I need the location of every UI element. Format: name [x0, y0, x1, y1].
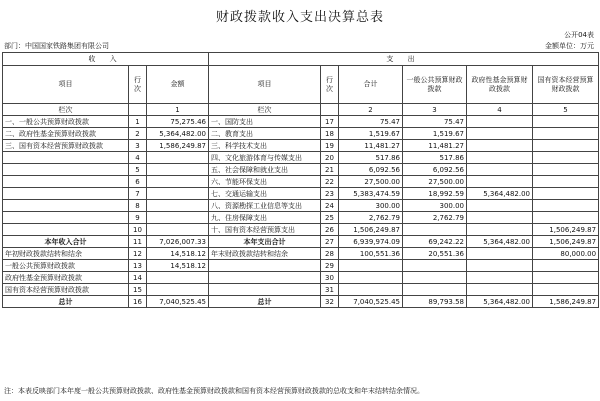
gov-fund-cell — [467, 128, 533, 140]
report-table-body — [3, 53, 599, 308]
table-row — [3, 200, 599, 212]
income-item-cell — [3, 176, 129, 188]
expense-item-cell: 本年支出合计 — [209, 236, 321, 248]
expense-item-cell — [209, 260, 321, 272]
general-budget-cell: 89,793.58 — [403, 296, 467, 308]
expense-item-cell: 总计 — [209, 296, 321, 308]
index-total: 2 — [339, 104, 403, 116]
gov-fund-cell: 5,364,482.00 — [467, 188, 533, 200]
general-budget-cell: 2,762.79 — [403, 212, 467, 224]
income-amount-cell — [147, 212, 209, 224]
header-expense-row-no: 行次 — [321, 66, 339, 104]
gov-fund-cell — [467, 284, 533, 296]
expense-row-no-cell: 32 — [321, 296, 339, 308]
income-amount-cell — [147, 188, 209, 200]
report-title: 财政拨款收入支出决算总表 — [215, 10, 384, 25]
income-item-cell — [3, 212, 129, 224]
expense-item-cell — [209, 284, 321, 296]
total-cell: 5,383,474.59 — [339, 188, 403, 200]
income-amount-cell: 7,026,007.33 — [147, 236, 209, 248]
expense-row-no-cell: 24 — [321, 200, 339, 212]
expense-item-cell: 九、住房保障支出 — [209, 212, 321, 224]
income-section-header: 收 入 — [3, 53, 209, 66]
total-cell: 27,500.00 — [339, 176, 403, 188]
gov-fund-cell — [467, 224, 533, 236]
income-amount-cell — [147, 272, 209, 284]
state-capital-cell — [533, 212, 599, 224]
income-amount-cell: 1,586,249.87 — [147, 140, 209, 152]
expense-item-cell — [209, 272, 321, 284]
index-state-capital: 5 — [533, 104, 599, 116]
table-row — [3, 212, 599, 224]
general-budget-cell: 11,481.27 — [403, 140, 467, 152]
expense-item-cell: 年末财政拨款结转和结余 — [209, 248, 321, 260]
income-row-no-cell: 16 — [129, 296, 147, 308]
total-cell — [339, 260, 403, 272]
unit-label: 金额单位：万元 — [545, 42, 594, 50]
income-amount-cell: 75,275.46 — [147, 116, 209, 128]
expense-item-cell: 七、交通运输支出 — [209, 188, 321, 200]
income-item-cell: 本年收入合计 — [3, 236, 129, 248]
income-amount-cell — [147, 176, 209, 188]
state-capital-cell — [533, 176, 599, 188]
income-amount-cell: 14,518.12 — [147, 260, 209, 272]
income-row-no-cell: 13 — [129, 260, 147, 272]
state-capital-cell: 1,586,249.87 — [533, 296, 599, 308]
expense-row-no-cell: 19 — [321, 140, 339, 152]
income-row-no-cell: 3 — [129, 140, 147, 152]
income-row-no-cell: 4 — [129, 152, 147, 164]
total-cell: 75.47 — [339, 116, 403, 128]
income-item-cell — [3, 200, 129, 212]
gov-fund-cell: 5,364,482.00 — [467, 236, 533, 248]
gov-fund-cell — [467, 200, 533, 212]
total-cell — [339, 272, 403, 284]
expense-row-no-cell: 31 — [321, 284, 339, 296]
income-row-no-cell: 2 — [129, 128, 147, 140]
expense-row-no-cell: 26 — [321, 224, 339, 236]
general-budget-cell — [403, 272, 467, 284]
income-row-no-cell: 9 — [129, 212, 147, 224]
general-budget-cell: 517.86 — [403, 152, 467, 164]
general-budget-cell: 6,092.56 — [403, 164, 467, 176]
table-row — [3, 164, 599, 176]
income-row-no-cell: 10 — [129, 224, 147, 236]
column-header-row — [3, 66, 599, 104]
index-empty-left — [129, 104, 147, 116]
section-header-row — [3, 53, 599, 66]
expense-row-no-cell: 18 — [321, 128, 339, 140]
index-label-right: 栏次 — [209, 104, 321, 116]
income-row-no-cell: 12 — [129, 248, 147, 260]
expense-section-header: 支 出 — [209, 53, 599, 66]
gov-fund-cell: 5,364,482.00 — [467, 296, 533, 308]
general-budget-cell: 20,551.36 — [403, 248, 467, 260]
total-cell: 11,481.27 — [339, 140, 403, 152]
header-expense-item: 项目 — [209, 66, 321, 104]
expense-row-no-cell: 25 — [321, 212, 339, 224]
table-row — [3, 248, 599, 260]
income-amount-cell — [147, 164, 209, 176]
general-budget-cell: 27,500.00 — [403, 176, 467, 188]
income-amount-cell — [147, 284, 209, 296]
gov-fund-cell — [467, 260, 533, 272]
income-item-cell: 国有资本经营预算财政拨款 — [3, 284, 129, 296]
income-item-cell — [3, 188, 129, 200]
gov-fund-cell — [467, 152, 533, 164]
state-capital-cell — [533, 140, 599, 152]
income-item-cell: 总计 — [3, 296, 129, 308]
state-capital-cell: 80,000.00 — [533, 248, 599, 260]
income-amount-cell — [147, 152, 209, 164]
income-row-no-cell: 8 — [129, 200, 147, 212]
expense-item-cell: 一、国防支出 — [209, 116, 321, 128]
income-row-no-cell: 1 — [129, 116, 147, 128]
income-item-cell — [3, 164, 129, 176]
income-item-cell: 一、一般公共预算财政拨款 — [3, 116, 129, 128]
table-row — [3, 272, 599, 284]
gov-fund-cell — [467, 212, 533, 224]
state-capital-cell — [533, 200, 599, 212]
total-cell: 6,939,974.09 — [339, 236, 403, 248]
index-general: 3 — [403, 104, 467, 116]
total-cell: 2,762.79 — [339, 212, 403, 224]
income-item-cell: 一般公共预算财政拨款 — [3, 260, 129, 272]
general-budget-cell — [403, 224, 467, 236]
income-row-no-cell: 7 — [129, 188, 147, 200]
table-row — [3, 116, 599, 128]
general-budget-cell — [403, 260, 467, 272]
income-amount-cell: 14,518.12 — [147, 248, 209, 260]
state-capital-cell — [533, 188, 599, 200]
expense-item-cell: 十、国有资本经营预算支出 — [209, 224, 321, 236]
state-capital-cell — [533, 284, 599, 296]
table-row — [3, 236, 599, 248]
expense-row-no-cell: 21 — [321, 164, 339, 176]
gov-fund-cell — [467, 164, 533, 176]
gov-fund-cell — [467, 176, 533, 188]
table-row — [3, 176, 599, 188]
income-amount-cell: 7,040,525.45 — [147, 296, 209, 308]
state-capital-cell — [533, 272, 599, 284]
header-gov-fund: 政府性基金预算财政拨款 — [467, 66, 533, 104]
income-amount-cell — [147, 200, 209, 212]
total-cell: 7,040,525.45 — [339, 296, 403, 308]
income-item-cell: 二、政府性基金预算财政拨款 — [3, 128, 129, 140]
expense-row-no-cell: 28 — [321, 248, 339, 260]
index-label-left: 栏次 — [3, 104, 129, 116]
gov-fund-cell — [467, 248, 533, 260]
state-capital-cell: 1,506,249.87 — [533, 224, 599, 236]
header-general-budget: 一般公共预算财政拨款 — [403, 66, 467, 104]
total-cell: 300.00 — [339, 200, 403, 212]
income-row-no-cell: 6 — [129, 176, 147, 188]
header-income-item: 项目 — [3, 66, 129, 104]
expense-row-no-cell: 17 — [321, 116, 339, 128]
income-item-cell — [3, 224, 129, 236]
general-budget-cell: 75.47 — [403, 116, 467, 128]
expense-item-cell: 六、节能环保支出 — [209, 176, 321, 188]
state-capital-cell: 1,506,249.87 — [533, 236, 599, 248]
income-amount-cell — [147, 224, 209, 236]
general-budget-cell: 300.00 — [403, 200, 467, 212]
index-empty-right — [321, 104, 339, 116]
table-row — [3, 188, 599, 200]
total-cell: 100,551.36 — [339, 248, 403, 260]
total-cell: 1,506,249.87 — [339, 224, 403, 236]
income-row-no-cell: 5 — [129, 164, 147, 176]
expense-row-no-cell: 22 — [321, 176, 339, 188]
table-row — [3, 284, 599, 296]
income-item-cell: 年初财政拨款结转和结余 — [3, 248, 129, 260]
income-item-cell: 政府性基金预算财政拨款 — [3, 272, 129, 284]
income-row-no-cell: 11 — [129, 236, 147, 248]
expense-item-cell: 四、文化旅游体育与传媒支出 — [209, 152, 321, 164]
table-row — [3, 296, 599, 308]
expense-item-cell: 三、科学技术支出 — [209, 140, 321, 152]
income-item-cell: 三、国有资本经营预算财政拨款 — [3, 140, 129, 152]
table-row — [3, 140, 599, 152]
general-budget-cell: 69,242.22 — [403, 236, 467, 248]
total-cell: 517.86 — [339, 152, 403, 164]
gov-fund-cell — [467, 116, 533, 128]
expense-row-no-cell: 27 — [321, 236, 339, 248]
expense-item-cell: 二、教育支出 — [209, 128, 321, 140]
gov-fund-cell — [467, 140, 533, 152]
total-cell: 6,092.56 — [339, 164, 403, 176]
index-amount: 1 — [147, 104, 209, 116]
form-code: 公开04表 — [564, 31, 594, 39]
header-income-row-no: 行次 — [129, 66, 147, 104]
report-table — [2, 52, 599, 308]
index-gov-fund: 4 — [467, 104, 533, 116]
total-cell — [339, 284, 403, 296]
expense-row-no-cell: 30 — [321, 272, 339, 284]
header-income-amount: 金额 — [147, 66, 209, 104]
general-budget-cell — [403, 284, 467, 296]
expense-row-no-cell: 23 — [321, 188, 339, 200]
table-row — [3, 152, 599, 164]
income-amount-cell: 5,364,482.00 — [147, 128, 209, 140]
state-capital-cell — [533, 116, 599, 128]
expense-item-cell: 五、社会保障和就业支出 — [209, 164, 321, 176]
expense-row-no-cell: 29 — [321, 260, 339, 272]
column-index-row — [3, 104, 599, 116]
income-row-no-cell: 15 — [129, 284, 147, 296]
state-capital-cell — [533, 260, 599, 272]
total-cell: 1,519.67 — [339, 128, 403, 140]
expense-item-cell: 八、资源勘探工业信息等支出 — [209, 200, 321, 212]
income-row-no-cell: 14 — [129, 272, 147, 284]
table-row — [3, 224, 599, 236]
general-budget-cell: 1,519.67 — [403, 128, 467, 140]
header-state-capital: 国有资本经营预算财政拨款 — [533, 66, 599, 104]
department-label: 部门：中国国家铁路集团有限公司 — [4, 42, 109, 50]
state-capital-cell — [533, 152, 599, 164]
expense-row-no-cell: 20 — [321, 152, 339, 164]
state-capital-cell — [533, 164, 599, 176]
income-item-cell — [3, 152, 129, 164]
footnote: 注：本表反映部门本年度一般公共预算财政拨款、政府性基金预算财政拨款和国有资本经营预算财政拨款的总收支和年末结转结余情况。 — [4, 387, 424, 395]
table-row — [3, 128, 599, 140]
state-capital-cell — [533, 128, 599, 140]
header-total: 合计 — [339, 66, 403, 104]
table-row — [3, 260, 599, 272]
general-budget-cell: 18,992.59 — [403, 188, 467, 200]
gov-fund-cell — [467, 272, 533, 284]
